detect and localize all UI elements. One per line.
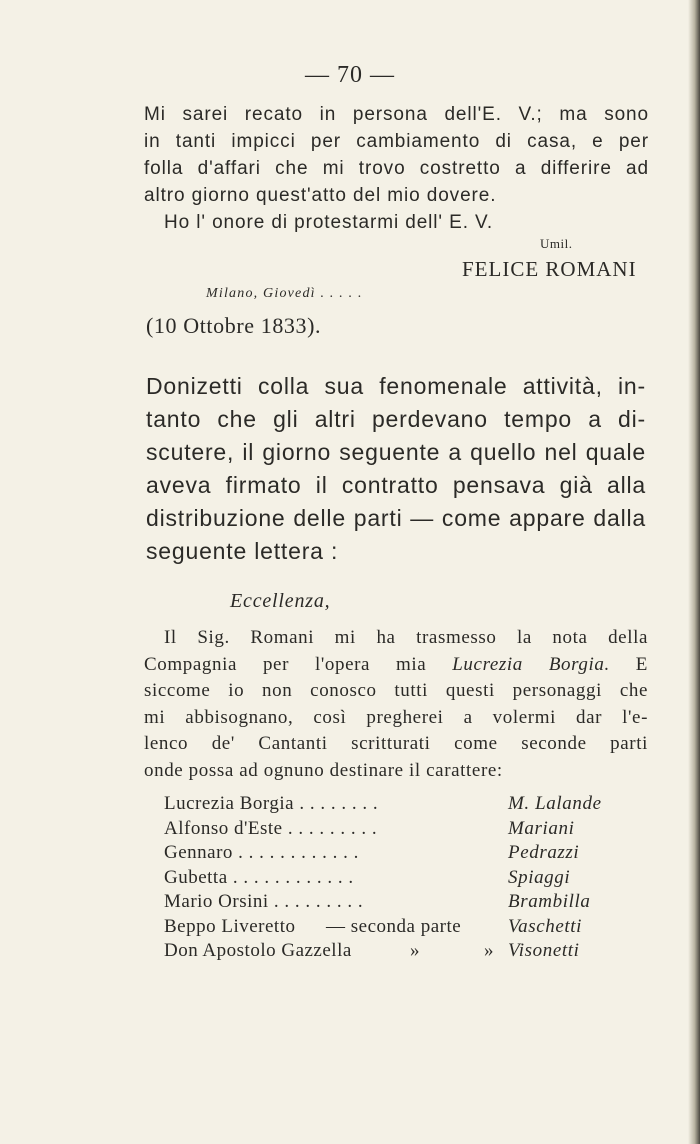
umil-abbrev: Umil.	[540, 236, 573, 251]
text-line: onde possa ad ognuno destinare il carattere:	[144, 759, 503, 781]
cast-row	[164, 916, 648, 941]
cast-row	[164, 867, 648, 892]
text-line: aveva firmato il contratto pensava già alla	[146, 472, 646, 498]
cast-list	[164, 793, 648, 965]
text-line: tanto che gli altri perdevano tempo a di-	[146, 406, 646, 432]
role-name: Don Apostolo Gazzella	[164, 940, 352, 961]
text-line: distribuzione delle parti — come appare dalla	[146, 505, 646, 531]
letter-donizetti-text	[144, 625, 648, 784]
narrative-paragraph	[146, 370, 646, 568]
text-line: altro giorno quest'atto del mio dovere.	[144, 185, 497, 206]
role-name: Gennaro . . . . . . . . . . . .	[164, 842, 359, 863]
page-number: — 70 —	[305, 62, 395, 88]
text-line: folla d'affari che mi trovo costretto a differire ad	[144, 158, 649, 179]
role-name: Alfonso d'Este . . . . . . . . .	[164, 817, 378, 839]
ditto-mark: »	[484, 940, 494, 961]
singer-name: Pedrazzi	[508, 842, 580, 863]
page-edge-shadow	[688, 0, 700, 1144]
opera-title: Lucrezia Borgia.	[452, 653, 610, 675]
text-line	[144, 652, 648, 679]
text-line: seguente lettera :	[146, 538, 339, 564]
text-line: scutere, il giorno seguente a quello nel quale	[146, 439, 646, 465]
cast-row	[164, 940, 648, 965]
text-line: Mi sarei recato in persona dell'E. V.; ma sono	[144, 104, 649, 125]
role-name: Mario Orsini . . . . . . . . .	[164, 891, 364, 912]
role-name: Beppo Liveretto	[164, 915, 296, 937]
cast-row	[164, 793, 648, 818]
singer-name: Visonetti	[508, 940, 580, 961]
singer-name: M. Lalande	[508, 793, 602, 814]
role-name: Lucrezia Borgia . . . . . . . .	[164, 793, 379, 814]
singer-name: Spiaggi	[508, 866, 571, 888]
cast-row	[164, 891, 648, 916]
role-name: Gubetta . . . . . . . . . . . .	[164, 866, 354, 888]
letter-romani-text	[144, 101, 649, 236]
text-fragment: E	[609, 653, 649, 675]
salutation: Eccellenza,	[230, 590, 331, 612]
text-line: mi abbisognano, così pregherei a volermi dar l'e-	[144, 706, 648, 728]
text-line: in tanti impicci per cambiamento di casa, e per	[144, 131, 649, 152]
closing-line: Ho l' onore di protestarmi dell' E. V.	[164, 212, 494, 233]
singer-name: Vaschetti	[508, 915, 582, 937]
text-line: siccome io non conosco tutti questi personaggi che	[144, 680, 648, 701]
role-note: — seconda parte	[326, 915, 462, 937]
letter-place: Milano, Giovedì . . . . .	[206, 286, 363, 301]
text-line: lenco de' Cantanti scritturati come seconde parti	[144, 733, 648, 754]
singer-name: Brambilla	[508, 891, 591, 912]
signature-felice-romani: FELICE ROMANI	[462, 257, 637, 281]
text-line: Il Sig. Romani mi ha trasmesso la nota della	[164, 627, 648, 648]
ditto-mark: »	[410, 940, 420, 961]
cast-row	[164, 842, 648, 867]
cast-row	[164, 818, 648, 843]
singer-name: Mariani	[508, 817, 575, 839]
text-line: Donizetti colla sua fenomenale attività, in-	[146, 373, 646, 399]
letter-date: (10 Ottobre 1833).	[146, 313, 322, 338]
text-fragment: Compagnia per l'opera mia	[144, 653, 453, 675]
